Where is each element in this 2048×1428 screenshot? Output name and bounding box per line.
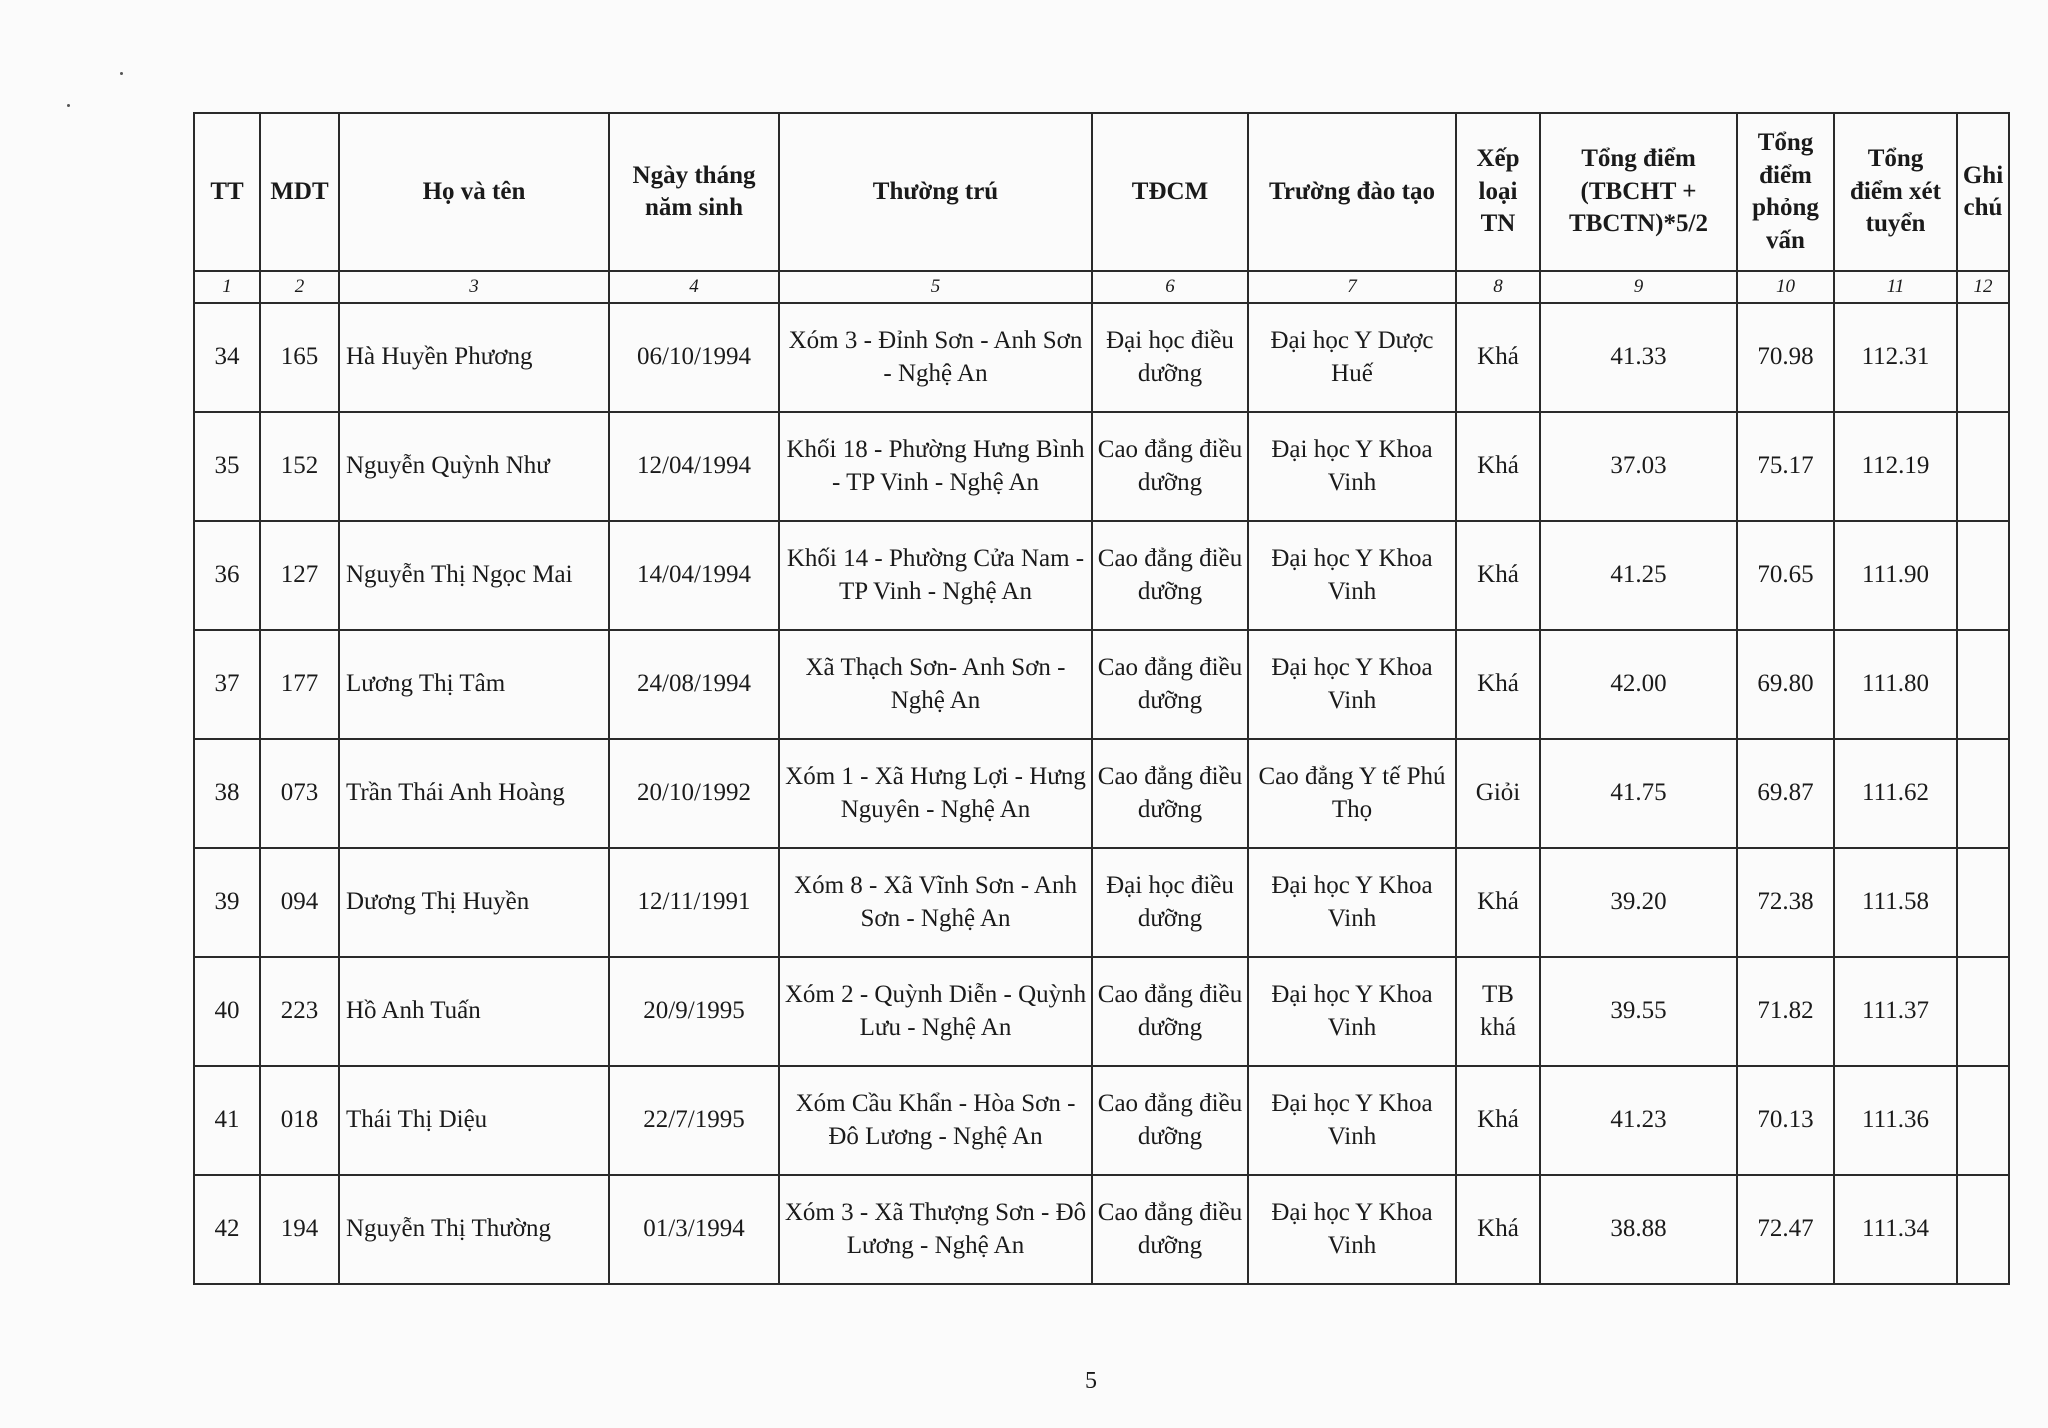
cell-dob: 01/3/1994 xyxy=(609,1175,779,1284)
cell-name: Hà Huyền Phương xyxy=(339,303,609,412)
cell-name: Lương Thị Tâm xyxy=(339,630,609,739)
cell-address: Khối 14 - Phường Cửa Nam - TP Vinh - Nghệ An xyxy=(779,521,1092,630)
cell-score: 39.55 xyxy=(1540,957,1737,1066)
cell-total: 111.62 xyxy=(1834,739,1957,848)
cell-degree: Cao đẳng điều dưỡng xyxy=(1092,739,1248,848)
cell-mdt: 165 xyxy=(260,303,339,412)
cell-mdt: 152 xyxy=(260,412,339,521)
table-row xyxy=(194,957,2009,1066)
cell-degree: Cao đẳng điều dưỡng xyxy=(1092,957,1248,1066)
cell-total: 111.36 xyxy=(1834,1066,1957,1175)
cell-score: 42.00 xyxy=(1540,630,1737,739)
column-number: 1 xyxy=(194,271,260,303)
table-row xyxy=(194,303,2009,412)
column-number: 6 xyxy=(1092,271,1248,303)
cell-note xyxy=(1957,630,2009,739)
cell-tt: 42 xyxy=(194,1175,260,1284)
column-number: 7 xyxy=(1248,271,1456,303)
table-row xyxy=(194,412,2009,521)
cell-interview: 70.65 xyxy=(1737,521,1834,630)
header-row xyxy=(194,113,2009,271)
cell-note xyxy=(1957,739,2009,848)
cell-note xyxy=(1957,1175,2009,1284)
cell-school: Đại học Y Khoa Vinh xyxy=(1248,957,1456,1066)
candidate-results-table xyxy=(193,112,2010,1285)
cell-school: Cao đẳng Y tế Phú Thọ xyxy=(1248,739,1456,848)
cell-total: 111.58 xyxy=(1834,848,1957,957)
cell-total: 111.90 xyxy=(1834,521,1957,630)
cell-mdt: 194 xyxy=(260,1175,339,1284)
header-total: Tổng điểm xét tuyển xyxy=(1834,113,1957,271)
cell-address: Xóm 8 - Xã Vĩnh Sơn - Anh Sơn - Nghệ An xyxy=(779,848,1092,957)
cell-dob: 24/08/1994 xyxy=(609,630,779,739)
cell-total: 112.19 xyxy=(1834,412,1957,521)
table-row xyxy=(194,1175,2009,1284)
cell-mdt: 094 xyxy=(260,848,339,957)
cell-interview: 71.82 xyxy=(1737,957,1834,1066)
cell-note xyxy=(1957,957,2009,1066)
cell-interview: 69.87 xyxy=(1737,739,1834,848)
cell-rank: Khá xyxy=(1456,521,1540,630)
cell-address: Xóm 1 - Xã Hưng Lợi - Hưng Nguyên - Nghệ An xyxy=(779,739,1092,848)
cell-tt: 37 xyxy=(194,630,260,739)
cell-school: Đại học Y Dược Huế xyxy=(1248,303,1456,412)
cell-degree: Đại học điều dưỡng xyxy=(1092,303,1248,412)
table-body xyxy=(194,303,2009,1284)
table-row xyxy=(194,1066,2009,1175)
cell-score: 41.33 xyxy=(1540,303,1737,412)
cell-tt: 36 xyxy=(194,521,260,630)
cell-total: 111.37 xyxy=(1834,957,1957,1066)
scan-speck xyxy=(67,104,70,107)
header-school: Trường đào tạo xyxy=(1248,113,1456,271)
cell-score: 41.75 xyxy=(1540,739,1737,848)
cell-name: Thái Thị Diệu xyxy=(339,1066,609,1175)
cell-school: Đại học Y Khoa Vinh xyxy=(1248,1066,1456,1175)
cell-tt: 39 xyxy=(194,848,260,957)
cell-rank: Khá xyxy=(1456,412,1540,521)
cell-note xyxy=(1957,1066,2009,1175)
cell-mdt: 177 xyxy=(260,630,339,739)
column-number: 10 xyxy=(1737,271,1834,303)
cell-interview: 70.13 xyxy=(1737,1066,1834,1175)
cell-dob: 12/04/1994 xyxy=(609,412,779,521)
table-row xyxy=(194,630,2009,739)
cell-score: 37.03 xyxy=(1540,412,1737,521)
column-number: 5 xyxy=(779,271,1092,303)
cell-address: Xóm 2 - Quỳnh Diễn - Quỳnh Lưu - Nghệ An xyxy=(779,957,1092,1066)
cell-tt: 38 xyxy=(194,739,260,848)
cell-rank: Khá xyxy=(1456,303,1540,412)
header-score: Tổng điểm (TBCHT + TBCTN)*5/2 xyxy=(1540,113,1737,271)
cell-tt: 35 xyxy=(194,412,260,521)
header-note: Ghi chú xyxy=(1957,113,2009,271)
cell-rank: Giỏi xyxy=(1456,739,1540,848)
cell-name: Dương Thị Huyền xyxy=(339,848,609,957)
header-rank: Xếp loại TN xyxy=(1456,113,1540,271)
cell-tt: 34 xyxy=(194,303,260,412)
cell-note xyxy=(1957,412,2009,521)
cell-rank: Khá xyxy=(1456,1066,1540,1175)
cell-dob: 22/7/1995 xyxy=(609,1066,779,1175)
cell-address: Xóm 3 - Xã Thượng Sơn - Đô Lương - Nghệ An xyxy=(779,1175,1092,1284)
cell-school: Đại học Y Khoa Vinh xyxy=(1248,848,1456,957)
column-number: 11 xyxy=(1834,271,1957,303)
cell-dob: 20/9/1995 xyxy=(609,957,779,1066)
cell-tt: 41 xyxy=(194,1066,260,1175)
cell-interview: 72.47 xyxy=(1737,1175,1834,1284)
cell-score: 39.20 xyxy=(1540,848,1737,957)
cell-dob: 12/11/1991 xyxy=(609,848,779,957)
cell-interview: 69.80 xyxy=(1737,630,1834,739)
cell-name: Trần Thái Anh Hoàng xyxy=(339,739,609,848)
cell-dob: 20/10/1992 xyxy=(609,739,779,848)
cell-degree: Đại học điều dưỡng xyxy=(1092,848,1248,957)
cell-degree: Cao đẳng điều dưỡng xyxy=(1092,1066,1248,1175)
cell-score: 41.25 xyxy=(1540,521,1737,630)
cell-interview: 72.38 xyxy=(1737,848,1834,957)
cell-total: 111.34 xyxy=(1834,1175,1957,1284)
header-interview: Tổng điểm phỏng vấn xyxy=(1737,113,1834,271)
cell-dob: 14/04/1994 xyxy=(609,521,779,630)
cell-address: Xóm Cầu Khẩn - Hòa Sơn - Đô Lương - Nghệ An xyxy=(779,1066,1092,1175)
cell-school: Đại học Y Khoa Vinh xyxy=(1248,412,1456,521)
header-degree: TĐCM xyxy=(1092,113,1248,271)
column-number: 9 xyxy=(1540,271,1737,303)
cell-note xyxy=(1957,303,2009,412)
cell-score: 41.23 xyxy=(1540,1066,1737,1175)
cell-school: Đại học Y Khoa Vinh xyxy=(1248,521,1456,630)
cell-tt: 40 xyxy=(194,957,260,1066)
page-number: 5 xyxy=(1085,1368,1097,1394)
cell-mdt: 127 xyxy=(260,521,339,630)
cell-rank: TB khá xyxy=(1456,957,1540,1066)
cell-degree: Cao đẳng điều dưỡng xyxy=(1092,412,1248,521)
column-number-row xyxy=(194,271,2009,303)
table-row xyxy=(194,848,2009,957)
header-address: Thường trú xyxy=(779,113,1092,271)
header-dob: Ngày tháng năm sinh xyxy=(609,113,779,271)
header-name: Họ và tên xyxy=(339,113,609,271)
table-row xyxy=(194,521,2009,630)
cell-address: Xóm 3 - Đỉnh Sơn - Anh Sơn - Nghệ An xyxy=(779,303,1092,412)
cell-name: Hồ Anh Tuấn xyxy=(339,957,609,1066)
cell-school: Đại học Y Khoa Vinh xyxy=(1248,1175,1456,1284)
column-number: 8 xyxy=(1456,271,1540,303)
cell-dob: 06/10/1994 xyxy=(609,303,779,412)
scan-speck xyxy=(120,72,123,75)
cell-note xyxy=(1957,521,2009,630)
cell-name: Nguyễn Quỳnh Như xyxy=(339,412,609,521)
cell-rank: Khá xyxy=(1456,848,1540,957)
cell-mdt: 223 xyxy=(260,957,339,1066)
column-number: 2 xyxy=(260,271,339,303)
cell-score: 38.88 xyxy=(1540,1175,1737,1284)
cell-address: Xã Thạch Sơn- Anh Sơn - Nghệ An xyxy=(779,630,1092,739)
cell-name: Nguyễn Thị Ngọc Mai xyxy=(339,521,609,630)
cell-mdt: 018 xyxy=(260,1066,339,1175)
cell-rank: Khá xyxy=(1456,1175,1540,1284)
column-number: 4 xyxy=(609,271,779,303)
cell-degree: Cao đẳng điều dưỡng xyxy=(1092,521,1248,630)
cell-total: 112.31 xyxy=(1834,303,1957,412)
cell-name: Nguyễn Thị Thường xyxy=(339,1175,609,1284)
cell-degree: Cao đẳng điều dưỡng xyxy=(1092,630,1248,739)
cell-note xyxy=(1957,848,2009,957)
cell-address: Khối 18 - Phường Hưng Bình - TP Vinh - Nghệ An xyxy=(779,412,1092,521)
header-mdt: MDT xyxy=(260,113,339,271)
table-row xyxy=(194,739,2009,848)
cell-mdt: 073 xyxy=(260,739,339,848)
cell-school: Đại học Y Khoa Vinh xyxy=(1248,630,1456,739)
cell-interview: 70.98 xyxy=(1737,303,1834,412)
cell-interview: 75.17 xyxy=(1737,412,1834,521)
column-number: 12 xyxy=(1957,271,2009,303)
column-number: 3 xyxy=(339,271,609,303)
cell-total: 111.80 xyxy=(1834,630,1957,739)
cell-rank: Khá xyxy=(1456,630,1540,739)
header-tt: TT xyxy=(194,113,260,271)
cell-degree: Cao đẳng điều dưỡng xyxy=(1092,1175,1248,1284)
